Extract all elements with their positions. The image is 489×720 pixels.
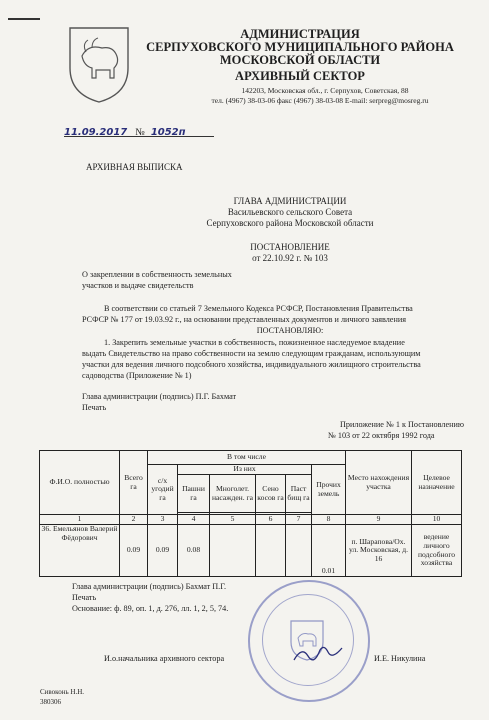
reg-date: 11.09.2017	[64, 127, 128, 138]
header-sector: АРХИВНЫЙ СЕКТОР	[235, 69, 365, 83]
body-p2-c: участки для ведения личного подсобного хозяйства, индивидуального жилищного строительства	[82, 360, 421, 369]
col-header-agri: с/х угодий га	[148, 465, 178, 515]
print-label-2: Печать	[72, 593, 97, 602]
cell-agri: 0.09	[148, 525, 178, 577]
reg-underline	[64, 136, 214, 137]
reg-number: 1052п	[150, 127, 186, 138]
acting-head-label: И.о.начальника архивного сектора	[104, 654, 225, 663]
body-p2-a: 1. Закрепить земельные участки в собственность, пожизненное наследуемое владение	[104, 338, 405, 347]
coat-of-arms-icon	[62, 22, 136, 111]
col-header-hay: Сено косов га	[256, 475, 286, 513]
document-type: АРХИВНАЯ ВЫПИСКА	[86, 162, 183, 172]
body-p1-b: РСФСР № 177 от 19.03.92 г., на основании представленных документов и личного заявления	[82, 315, 406, 324]
col-num: 7	[286, 515, 312, 525]
print-label-1: Печать	[82, 403, 107, 412]
col-num: 3	[148, 515, 178, 525]
signature-scribble	[292, 644, 344, 671]
cell-fio: 36. Емельянов Валерий Фёдорович	[40, 525, 120, 577]
header-contacts: тел. (4967) 38-03-06 факс (4967) 38-03-08 E-mail: serpreg@mosreg.ru	[211, 96, 429, 105]
cell-total: 0.09	[120, 525, 148, 577]
land-table	[39, 450, 462, 577]
subject-line-1: О закреплении в собственность земельных	[82, 270, 232, 279]
col-num: 8	[312, 515, 346, 525]
col-num: 5	[210, 515, 256, 525]
issuer-line-3: Серпуховского района Московской области	[206, 218, 374, 228]
body-postanovlyayu: ПОСТАНОВЛЯЮ:	[256, 326, 324, 335]
cell-perennial	[210, 525, 256, 577]
executor-phone: 380306	[40, 698, 61, 706]
cell-other: 0.01	[312, 525, 346, 577]
col-header-place: Место нахождения участка	[346, 451, 412, 515]
issuer-line-2: Васильевского сельского Совета	[227, 207, 353, 217]
col-header-including: В том числе	[148, 451, 346, 465]
header-line-3: МОСКОВСКОЙ ОБЛАСТИ	[219, 53, 381, 67]
col-num: 6	[256, 515, 286, 525]
cell-hay	[256, 525, 286, 577]
signature-line-2: Глава администрации (подпись) Бахмат П.Г.	[72, 582, 227, 591]
reg-number-label: №	[135, 127, 145, 138]
col-header-arable: Пашни га	[178, 475, 210, 513]
signature-line-1: Глава администрации (подпись) П.Г. Бахмат	[82, 392, 237, 401]
appendix-line-1: Приложение № 1 к Постановлению	[340, 420, 465, 429]
acting-head-name: И.Е. Никулина	[374, 654, 426, 663]
col-num: 9	[346, 515, 412, 525]
body-p1-a: В соответствии со статьей 7 Земельного Кодекса РСФСР, Постановления Правительства	[104, 304, 413, 313]
body-p2-b: выдать Свидетельство на право собственности на землю следующим гражданам, использующим	[82, 349, 421, 358]
header-line-1: АДМИНИСТРАЦИЯ	[240, 27, 360, 41]
col-header-other: Прочих земель	[312, 465, 346, 515]
executor-name: Сивоконь Н.Н.	[40, 688, 85, 696]
header-address: 142203, Московская обл., г. Серпухов, Советская, 88	[241, 86, 409, 95]
col-header-of-them: Из них	[178, 465, 312, 475]
basis-line: Основание: ф. 89, оп. 1, д. 276, лл. 1, 2, 5, 74.	[72, 604, 229, 613]
cell-place: п. Шарапова/Ох. ул. Московская, д. 16	[346, 525, 412, 577]
col-num: 10	[412, 515, 462, 525]
col-header-total: Всего га	[120, 451, 148, 515]
registration-line	[64, 122, 224, 138]
cell-arable: 0.08	[178, 525, 210, 577]
col-header-perennial: Многолет. насажден. га	[210, 475, 256, 513]
table-row	[40, 525, 462, 577]
cell-purpose: ведение личного подсобного хозяйства	[412, 525, 462, 577]
corner-dash	[8, 18, 40, 20]
col-header-purpose: Целевое назначение	[412, 451, 462, 515]
header-line-2: СЕРПУХОВСКОГО МУНИЦИПАЛЬНОГО РАЙОНА	[146, 40, 454, 54]
col-header-fio: Ф.И.О. полностью	[40, 451, 120, 515]
decree-date-number: от 22.10.92 г. № 103	[252, 253, 328, 263]
issuer-line-1: ГЛАВА АДМИНИСТРАЦИИ	[233, 196, 347, 206]
subject-line-2: участков и выдаче свидетельств	[82, 281, 194, 290]
col-num: 2	[120, 515, 148, 525]
col-num: 4	[178, 515, 210, 525]
col-num: 1	[40, 515, 120, 525]
col-header-pasture: Паст бищ га	[286, 475, 312, 513]
decree-title: ПОСТАНОВЛЕНИЕ	[250, 242, 330, 252]
body-p2-d: садоводства (Приложение № 1)	[82, 371, 192, 380]
cell-pasture	[286, 525, 312, 577]
appendix-line-2: № 103 от 22 октября 1992 года	[328, 431, 435, 440]
